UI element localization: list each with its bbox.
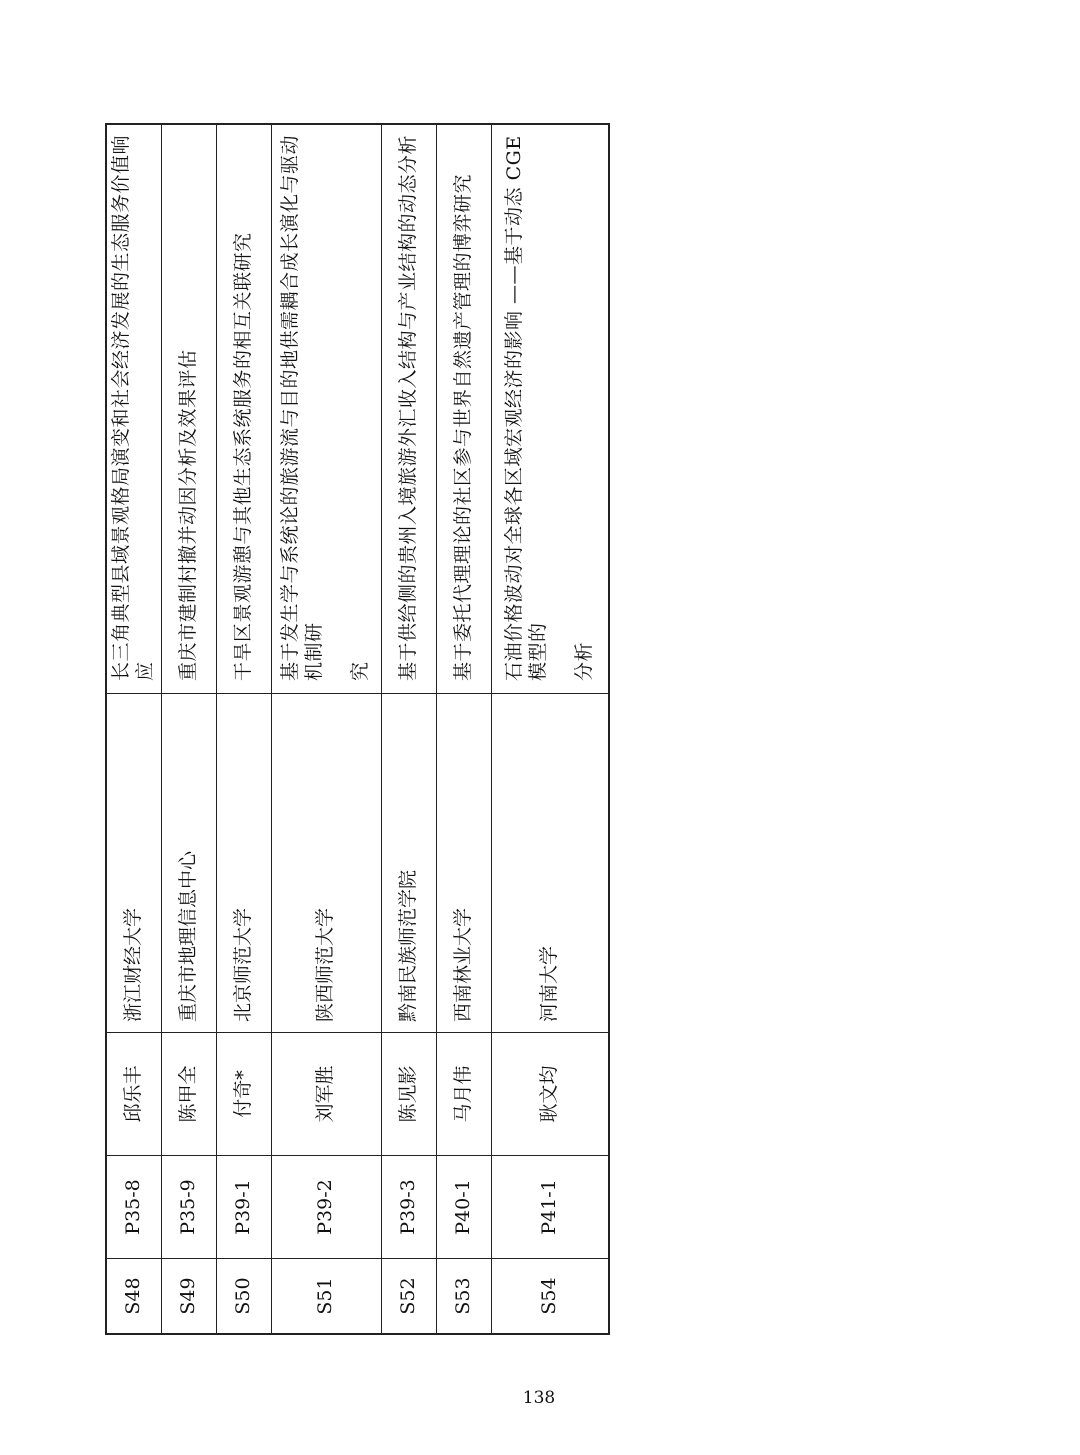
serial-cell: S51	[271, 1259, 381, 1335]
code-cell: P39-2	[271, 1156, 381, 1259]
name-cell: 陈甲全	[161, 1033, 216, 1156]
title-line-1: 石油价格波动对全球各区域宏观经济的影响 ——基于动态 CGE 模型的	[503, 135, 549, 681]
code-cell: P35-9	[161, 1156, 216, 1259]
code-cell: P35-8	[106, 1156, 161, 1259]
serial-cell: S50	[216, 1259, 271, 1335]
institution-cell: 重庆市地理信息中心	[161, 694, 216, 1033]
title-line-1: 重庆市建制村撤并动因分析及效果评估	[176, 349, 199, 681]
table-row	[491, 124, 609, 1334]
serial-cell: S48	[106, 1259, 161, 1335]
table-row	[216, 124, 271, 1334]
institution-cell: 北京师范大学	[216, 694, 271, 1033]
title-cell	[161, 124, 216, 694]
code-cell: P39-3	[381, 1156, 436, 1259]
institution-cell: 西南林业大学	[436, 694, 491, 1033]
title-line-2: 分析	[572, 641, 595, 681]
code-cell: P40-1	[436, 1156, 491, 1259]
serial-cell: S49	[161, 1259, 216, 1335]
title-cell	[491, 124, 609, 694]
rotated-table-container	[105, 123, 608, 1335]
title-cell	[271, 124, 381, 694]
code-cell: P41-1	[491, 1156, 609, 1259]
code-cell: P39-1	[216, 1156, 271, 1259]
institution-cell: 陕西师范大学	[271, 694, 381, 1033]
name-cell: 马月伟	[436, 1033, 491, 1156]
institution-cell: 黔南民族师范学院	[381, 694, 436, 1033]
title-line-1: 干旱区景观游憩与其他生态系统服务的相互关联研究	[231, 232, 254, 681]
table-row	[381, 124, 436, 1334]
title-line-1: 基于委托代理理论的社区参与世界自然遗产管理的博弈研究	[451, 173, 474, 681]
title-line-2: 究	[348, 661, 371, 681]
name-cell: 付奇*	[216, 1033, 271, 1156]
page-number: 138	[522, 1388, 556, 1408]
title-line-1: 基于发生学与系统论的旅游流与目的地供需耦合成长演化与驱动机制研	[279, 134, 326, 681]
title-cell	[381, 124, 436, 694]
title-cell	[106, 124, 161, 694]
name-cell: 耿文均	[491, 1033, 609, 1156]
table-row	[271, 124, 381, 1334]
project-table	[105, 123, 610, 1335]
serial-cell: S53	[436, 1259, 491, 1335]
name-cell: 陈见影	[381, 1033, 436, 1156]
institution-cell: 河南大学	[491, 694, 609, 1033]
serial-cell: S54	[491, 1259, 609, 1335]
name-cell: 刘军胜	[271, 1033, 381, 1156]
table-row	[106, 124, 161, 1334]
title-cell	[216, 124, 271, 694]
title-line-1: 长三角典型县域景观格局演变和社会经济发展的生态服务价值响应	[110, 134, 156, 681]
table-row	[436, 124, 491, 1334]
title-cell	[436, 124, 491, 694]
institution-cell: 浙江财经大学	[106, 694, 161, 1033]
table-row	[161, 124, 216, 1334]
name-cell: 邱乐丰	[106, 1033, 161, 1156]
serial-cell: S52	[381, 1259, 436, 1335]
title-line-1: 基于供给侧的贵州入境旅游外汇收入结构与产业结构的动态分析	[396, 134, 419, 681]
